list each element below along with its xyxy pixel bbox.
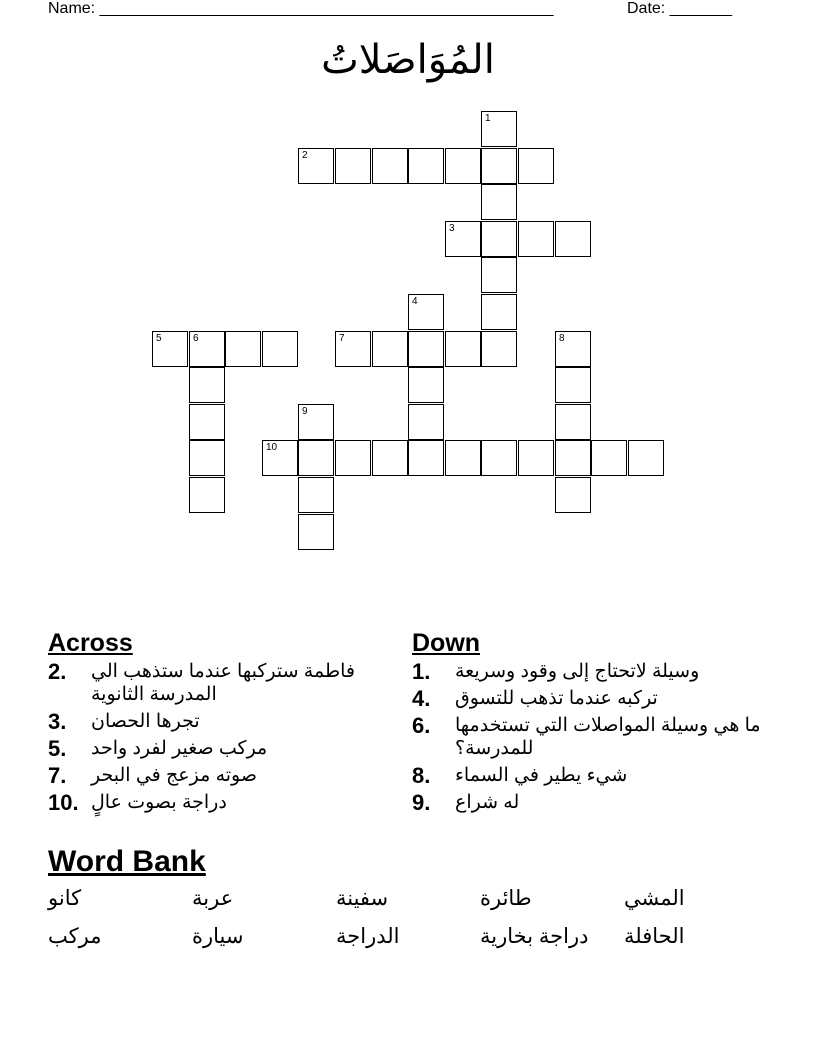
grid-cell[interactable]	[262, 331, 298, 367]
clue-item	[412, 764, 762, 787]
clue-item	[412, 660, 762, 683]
word-bank-heading: Word Bank	[48, 845, 206, 878]
grid-cell[interactable]	[555, 477, 591, 513]
down-heading: Down	[412, 629, 481, 657]
grid-cell[interactable]	[555, 221, 591, 257]
word-bank-word: طائرة	[480, 887, 532, 910]
clue-text: شيء يطير في السماء	[455, 765, 628, 786]
clue-item	[412, 791, 762, 814]
grid-cell[interactable]	[481, 221, 517, 257]
clue-number: 9.	[412, 790, 431, 815]
clue-item	[48, 660, 398, 706]
grid-cell[interactable]	[372, 148, 408, 184]
grid-cell[interactable]	[189, 404, 225, 440]
clue-number: 3.	[48, 709, 67, 734]
grid-cell[interactable]	[555, 440, 591, 476]
grid-cell[interactable]	[518, 148, 554, 184]
word-bank-word: الدراجة	[336, 925, 400, 948]
clue-number: 1.	[412, 659, 431, 684]
grid-cell[interactable]	[408, 440, 444, 476]
grid-cell[interactable]	[445, 148, 481, 184]
name-field[interactable]: Name: ___________________________________________________	[48, 0, 554, 17]
grid-cell[interactable]	[445, 221, 481, 257]
grid-cell[interactable]	[335, 148, 371, 184]
grid-cell[interactable]	[481, 331, 517, 367]
clue-item	[48, 791, 398, 814]
grid-cell[interactable]	[335, 440, 371, 476]
grid-cell[interactable]	[152, 331, 188, 367]
clue-text: تركبه عندما تذهب للتسوق	[455, 688, 658, 709]
clue-item	[48, 710, 398, 733]
word-bank-word: سيارة	[192, 925, 244, 948]
cell-number: 3	[449, 223, 455, 234]
cell-number: 6	[193, 333, 199, 344]
grid-cell[interactable]	[298, 148, 334, 184]
clue-number: 7.	[48, 763, 67, 788]
grid-cell[interactable]	[481, 111, 517, 147]
grid-cell[interactable]	[298, 404, 334, 440]
grid-cell[interactable]	[189, 477, 225, 513]
across-clues	[48, 628, 398, 818]
cell-number: 7	[339, 333, 345, 344]
word-bank-word: دراجة بخارية	[480, 925, 589, 948]
grid-cell[interactable]	[408, 331, 444, 367]
across-heading: Across	[48, 629, 133, 657]
grid-cell[interactable]	[481, 440, 517, 476]
clue-text: مركب صغير لفرد واحد	[91, 738, 268, 759]
clue-item	[412, 714, 762, 760]
grid-cell[interactable]	[372, 331, 408, 367]
grid-cell[interactable]	[591, 440, 627, 476]
clue-item	[48, 764, 398, 787]
clue-number: 5.	[48, 736, 67, 761]
page-title: المُوَاصَلاتُ	[321, 37, 495, 83]
word-bank-word: عربة	[192, 887, 234, 910]
clue-text: وسيلة لاتحتاج إلى وقود وسريعة	[455, 661, 700, 682]
word-bank-word: المشي	[624, 887, 685, 910]
word-bank-word: كانو	[48, 887, 82, 910]
clue-number: 6.	[412, 713, 431, 738]
word-bank-word: الحافلة	[624, 925, 685, 948]
clue-text: له شراع	[455, 792, 520, 813]
cell-number: 4	[412, 296, 418, 307]
clue-number: 4.	[412, 686, 431, 711]
grid-cell[interactable]	[518, 440, 554, 476]
cell-number: 9	[302, 406, 308, 417]
grid-cell[interactable]	[481, 257, 517, 293]
grid-cell[interactable]	[445, 440, 481, 476]
cell-number: 2	[302, 150, 308, 161]
cell-number: 10	[266, 442, 278, 453]
grid-cell[interactable]	[335, 331, 371, 367]
grid-cell[interactable]	[555, 331, 591, 367]
grid-cell[interactable]	[481, 294, 517, 330]
grid-cell[interactable]	[555, 367, 591, 403]
grid-cell[interactable]	[298, 477, 334, 513]
grid-cell[interactable]	[555, 404, 591, 440]
grid-cell[interactable]	[445, 331, 481, 367]
clue-text: تجرها الحصان	[91, 711, 200, 732]
clue-item	[48, 737, 398, 760]
clue-text: دراجة بصوت عالٍ	[91, 792, 227, 813]
clue-number: 10.	[48, 790, 79, 815]
grid-cell[interactable]	[189, 367, 225, 403]
grid-cell[interactable]	[408, 294, 444, 330]
clue-text: فاطمة ستركبها عندما ستذهب الي المدرسة الثانوية	[91, 661, 355, 705]
down-clues	[412, 628, 762, 818]
grid-cell[interactable]	[408, 367, 444, 403]
cell-number: 5	[156, 333, 162, 344]
grid-cell[interactable]	[481, 184, 517, 220]
cell-number: 1	[485, 113, 491, 124]
date-field[interactable]: Date: _______	[627, 0, 732, 17]
clue-text: صوته مزعج في البحر	[91, 765, 257, 786]
cell-number: 8	[559, 333, 565, 344]
clue-item	[412, 687, 762, 710]
grid-cell[interactable]	[408, 404, 444, 440]
grid-cell[interactable]	[189, 331, 225, 367]
word-bank-word: مركب	[48, 925, 102, 948]
clue-text: ما هي وسيلة المواصلات التي تستخدمها للمدرسة؟	[455, 715, 761, 759]
grid-cell[interactable]	[189, 440, 225, 476]
grid-cell[interactable]	[408, 148, 444, 184]
grid-cell[interactable]	[372, 440, 408, 476]
grid-cell[interactable]	[298, 514, 334, 550]
grid-cell[interactable]	[628, 440, 664, 476]
word-bank-word: سفينة	[336, 887, 389, 910]
clue-number: 8.	[412, 763, 431, 788]
grid-cell[interactable]	[481, 148, 517, 184]
clue-number: 2.	[48, 659, 67, 684]
grid-cell[interactable]	[262, 440, 298, 476]
grid-cell[interactable]	[298, 440, 334, 476]
grid-cell[interactable]	[518, 221, 554, 257]
grid-cell[interactable]	[225, 331, 261, 367]
